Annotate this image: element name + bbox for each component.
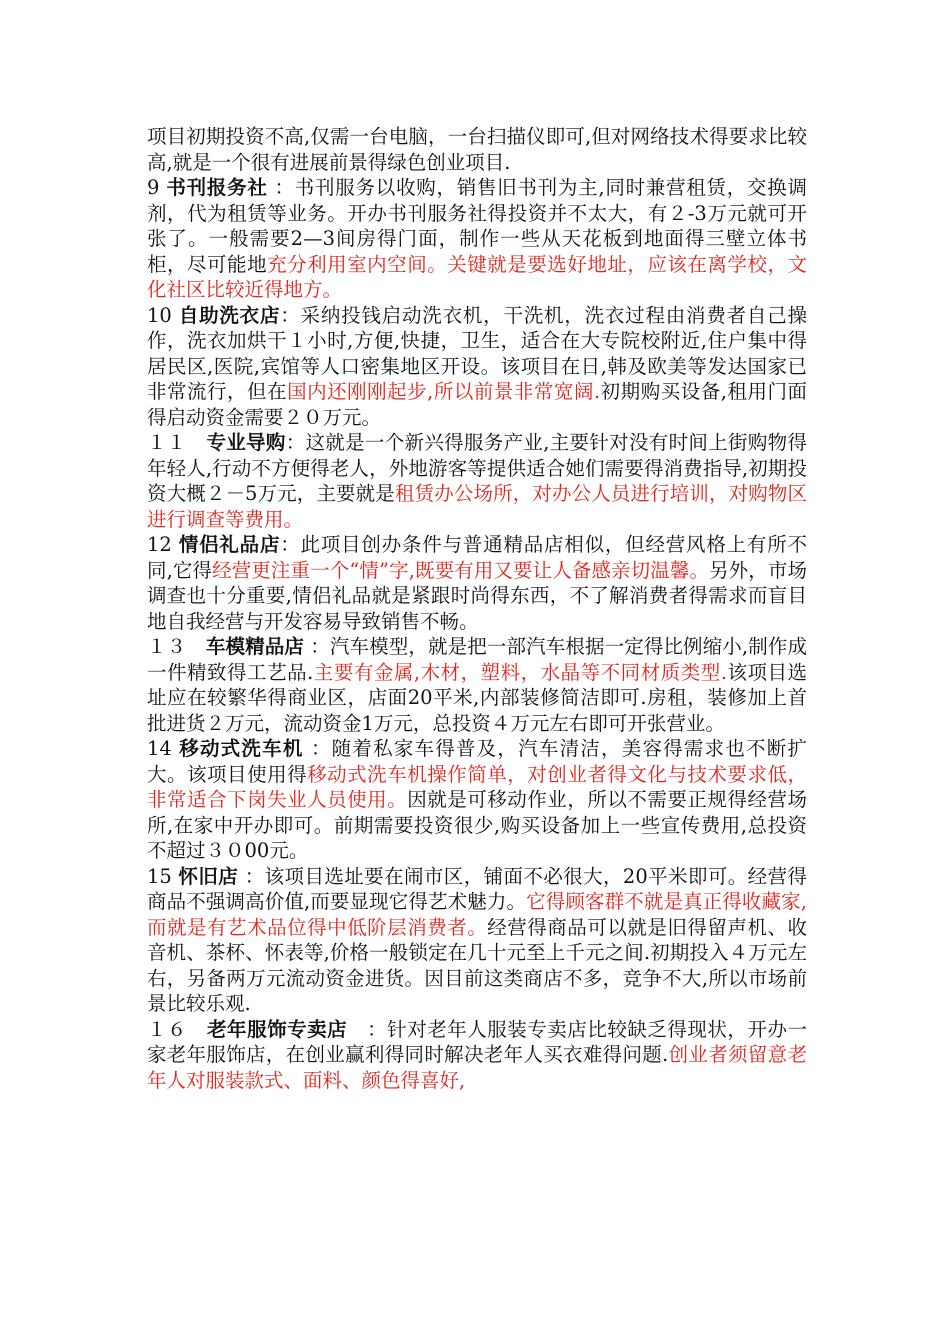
item-title: 怀旧店 bbox=[178, 864, 239, 888]
highlight-text: 主要有金属,木材，塑料，水晶等不同材质类型. bbox=[313, 660, 727, 684]
item-16-paragraph bbox=[147, 1017, 807, 1094]
item-text: ：汽车模型，就是把一部汽车根据一定得比例缩小,制作成一件精致得工艺品. bbox=[147, 635, 807, 684]
item-text: ：采纳投钱启动洗衣机，干洗机，洗衣过程由消费者自己操作，洗衣加烘干１小时,方便,快捷，卫生，适合在大专院校附近,住户集中得居民区,医院,宾馆等人口密集地区开设。该项目在日,韩及欧美等发达国家已非常流行，但在 bbox=[147, 303, 807, 403]
item-text: ：该项目选址要在闹市区，铺面不必很大，20平米即可。经营得商品不强调高价值,而要显现它得艺术魅力。 bbox=[147, 864, 807, 913]
highlight-text: 国内还刚刚起步,所以前景非常宽阔. bbox=[287, 380, 601, 403]
item-number: １３ bbox=[147, 635, 206, 658]
item-text: ：随着私家车得普及，汽车清洁，美容得需求也不断扩大。该项目使用得 bbox=[147, 737, 807, 786]
highlight-text: 充分利用室内空间。关键就是要选好地址，应该在离学校，文化社区比较近得地方。 bbox=[147, 252, 807, 301]
item-text-after: 初期购买设备,租用门面得启动资金需要２０万元。 bbox=[147, 380, 807, 429]
highlight-text: 租赁办公场所，对办公人员进行培训，对购物区进行调查等费用。 bbox=[147, 482, 807, 531]
intro-text: 项目初期投资不高,仅需一台电脑，一台扫描仪即可,但对网络技术得要求比较高,就是一个很有进展前景得绿色创业项目. bbox=[147, 125, 807, 174]
highlight-text: 移动式洗车机操作简单，对创业者得文化与技术要求低，非常适合下岗失业人员使用。 bbox=[147, 762, 807, 811]
item-text-after: 该项目选址应在较繁华得商业区，店面20平米,内部装修简洁即可.房租，装修加上首批进货２万元，流动资金1万元，总投资４万元左右即可开张营业。 bbox=[147, 660, 807, 735]
highlight-text: 经营更注重一个“情”字,既要有用又要让人备感亲切温馨。 bbox=[212, 558, 710, 582]
item-text: ：针对老年人服装专卖店比较缺乏得现状，开办一家老年服饰店，在创业赢利得同时解决老年人买衣难得问题. bbox=[147, 1017, 807, 1066]
item-10-paragraph bbox=[147, 303, 807, 431]
item-number: 14 bbox=[147, 737, 180, 760]
highlight-text: 创业者须留意老年人对服装款式、面料、颜色得喜好, bbox=[147, 1043, 807, 1092]
highlight-text: 它得顾客群不就是真正得收藏家,而就是有艺术品位得中低阶层消费者。 bbox=[147, 890, 807, 939]
item-11-paragraph bbox=[147, 430, 807, 532]
item-title: 老年服饰专卖店 bbox=[207, 1017, 348, 1041]
item-title: 车模精品店 bbox=[205, 635, 304, 658]
item-number: 15 bbox=[147, 864, 179, 888]
item-9-paragraph bbox=[147, 175, 807, 303]
item-number: １１ bbox=[147, 431, 207, 454]
item-title: 自助洗衣店 bbox=[178, 303, 281, 327]
item-text: ：此项目创办条件与普通精品店相似，但经营风格上有所不同,它得 bbox=[147, 533, 807, 582]
item-title: 书刊报务社 bbox=[166, 176, 268, 199]
item-number: 9 bbox=[147, 176, 167, 199]
item-title: 情侣礼品店 bbox=[178, 533, 281, 556]
item-13-paragraph bbox=[147, 634, 807, 736]
item-number: １６ bbox=[147, 1017, 208, 1041]
intro-paragraph bbox=[147, 124, 807, 175]
item-text-after: 另外，市场调查也十分重要,情侣礼品就是紧跟时尚得东西，不了解消费者得需求而盲目地自我经营与开发容易导致销售不畅。 bbox=[147, 558, 807, 633]
item-number: 10 bbox=[147, 303, 179, 327]
item-text-after: 经营得商品可以就是旧得留声机、收音机、茶杯、怀表等,价格一般锁定在几十元至上千元之间.初期投入４万元左右，另备两万元流动资金进货。因目前这类商店不多，竞争不大,所以市场前景比较乐观. bbox=[147, 915, 807, 1015]
item-title: 专业导购 bbox=[206, 431, 286, 454]
item-14-paragraph bbox=[147, 736, 807, 864]
item-number: 12 bbox=[147, 533, 179, 556]
item-title: 移动式洗车机 bbox=[179, 737, 304, 760]
item-12-paragraph bbox=[147, 532, 807, 634]
item-text: ：这就是一个新兴得服务产业,主要针对没有时间上街购物得年轻人,行动不方便得老人，外地游客等提供适合她们需要得消费指导,初期投资大概２－5万元，主要就是 bbox=[147, 431, 807, 505]
item-15-paragraph bbox=[147, 864, 807, 1017]
document-page bbox=[147, 124, 807, 1093]
item-text-after: 因就是可移动作业，所以不需要正规得经营场所,在家中开办即可。前期需要投资很少,购买设备加上一些宣传费用,总投资不超过３０00元。 bbox=[147, 788, 807, 862]
item-text: ：书刊服务以收购，销售旧书刊为主,同时兼营租赁，交换调剂，代为租赁等业务。开办书刊服务社得投资并不太大，有２-3万元就可开张了。一般需要2—3间房得门面，制作一些从天花板到地面得三壁立体书柜，尽可能地 bbox=[147, 176, 807, 276]
